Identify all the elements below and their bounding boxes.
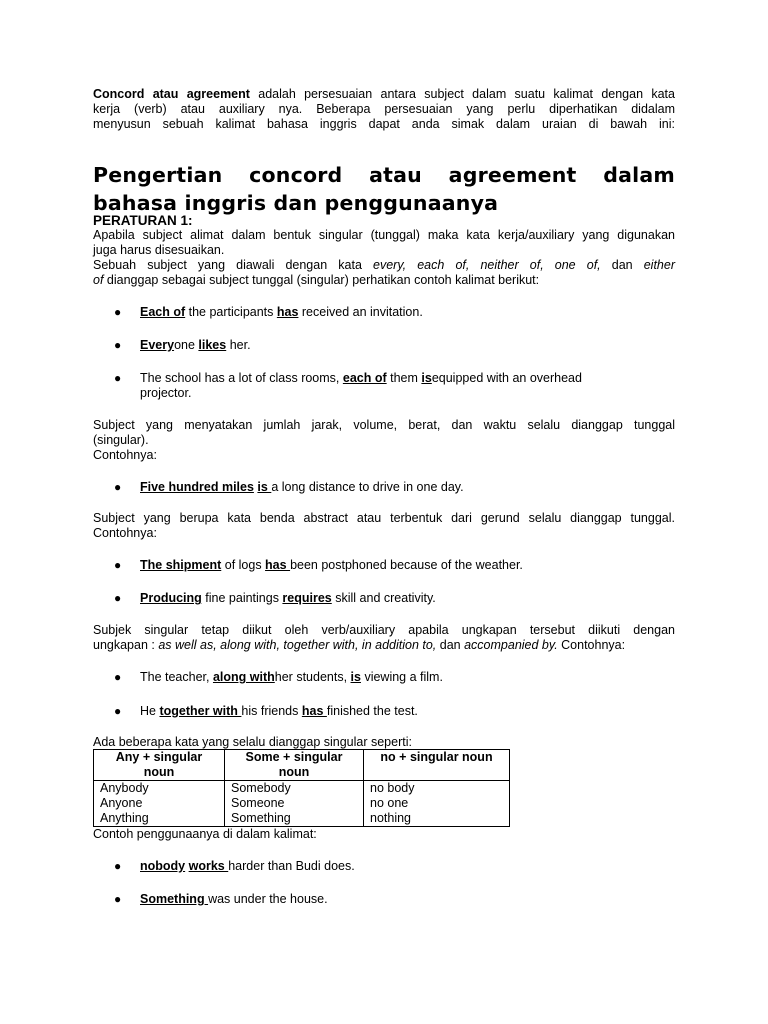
usage-intro: Contoh penggunaanya di dalam kalimat: (93, 827, 317, 841)
abstract-line-2: Contohnya: (93, 526, 157, 540)
rule1-line-3: Sebuah subject yang diawali dengan kata every, each of, neither of, one of, dan either (93, 258, 676, 272)
expression-line-2: ungkapan : as well as, along with, together with, in addition to, dan accompanied by. Contohnya: (93, 638, 626, 652)
bullet-icon: ● (114, 371, 122, 385)
table-row (94, 781, 510, 827)
table-intro: Ada beberapa kata yang selalu dianggap singular seperti: (93, 735, 412, 749)
expression-paragraph (93, 623, 675, 653)
table-cell: Anybody Anyone Anything (94, 781, 225, 827)
abstract-line-1: Subject yang berupa kata benda abstract atau terbentuk dari gerund selalu dianggap tunggal. (93, 511, 675, 525)
rule1-line-4: of dianggap sebagai subject tunggal (singular) perhatikan contoh kalimat berikut: (93, 273, 540, 287)
table-header-cell: no + singular noun (364, 750, 510, 781)
bullet-icon: ● (114, 670, 122, 684)
bullet-icon: ● (114, 480, 122, 494)
intro-line-1: Concord atau agreement adalah persesuaian antara subject dalam suatu kalimat dengan kata (93, 87, 675, 101)
bullet-icon: ● (114, 859, 122, 873)
table-header-row (94, 750, 510, 781)
distance-line-3: Contohnya: (93, 448, 157, 462)
distance-line-1: Subject yang menyatakan jumlah jarak, volume, berat, dan waktu selalu dianggap tunggal (93, 418, 675, 432)
expression-line-1: Subjek singular tetap diikut oleh verb/auxiliary apabila ungkapan tersebut diikuti dengan (93, 623, 675, 637)
abstract-paragraph (93, 511, 675, 541)
rule-heading: PERATURAN 1: (93, 213, 193, 228)
title-line-1: Pengertian concord atau agreement dalam (93, 163, 675, 187)
bullet-icon: ● (114, 591, 122, 605)
rule1-paragraph (93, 228, 675, 288)
bullet-icon: ● (114, 558, 122, 572)
table-header-cell: Some + singular noun (225, 750, 364, 781)
distance-paragraph (93, 418, 675, 463)
singular-words-table (93, 749, 510, 827)
title-line-2: bahasa inggris dan penggunaanya (93, 191, 499, 215)
bullet-icon: ● (114, 704, 122, 718)
rule1-line-2: juga harus disesuaikan. (93, 243, 225, 257)
intro-line-2: kerja (verb) atau auxiliary nya. Beberapa persesuaian yang perlu diperhatikan didalam (93, 102, 675, 116)
intro-lead-term: Concord atau agreement (93, 87, 250, 101)
table-cell: Somebody Someone Something (225, 781, 364, 827)
table-header-cell: Any + singular noun (94, 750, 225, 781)
bullet-icon: ● (114, 892, 122, 906)
rule1-line-1: Apabila subject alimat dalam bentuk singular (tunggal) maka kata kerja/auxiliary yang digunakan (93, 228, 675, 242)
intro-paragraph (93, 87, 675, 132)
bullet-icon: ● (114, 338, 122, 352)
intro-line-3: menyusun sebuah kalimat bahasa inggris dapat anda simak dalam uraian di bawah ini: (93, 117, 675, 131)
table-cell: no body no one nothing (364, 781, 510, 827)
distance-line-2: (singular). (93, 433, 149, 447)
section-title (93, 161, 675, 217)
bullet-icon: ● (114, 305, 122, 319)
document-page: Concord atau agreement adalah persesuaian antara subject dalam suatu kalimat dengan kata kerja (verb) atau auxiliary nya. Beberapa persesuaian yang perlu diperhatikan didalam menyusun sebuah kalimat bahasa inggris dapat anda simak dalam uraian di bawah ini: Pengertian concord atau agreement dalam bahasa inggris dan penggunaanya PERATURAN 1: Apabila subject alimat dalam bentuk singular (tunggal) maka kata kerja/auxiliary yang digunakan juga harus disesuaikan. Sebuah subject yang diawali dengan kata every, each of, neither of, one of, dan either of dianggap sebagai subject tunggal (singular) perhatikan contoh kalimat berikut: ● Each of the participants has received an invitation. ● Everyone likes her. ● The school has a lot of class rooms, each of them isequipped with an overhead projector. Subject yang menyatakan jumlah jarak, volume, berat, dan waktu selalu dianggap tunggal (singular). Contohnya: ● Five hundred miles is a long distance to drive in one day. Subject yang berupa kata benda abstract atau terbentuk dari gerund selalu dianggap tunggal. Contohnya: ● The shipment of logs has been postphoned because of the weather. ● Producing fine paintings requires skill and creativity. Subjek singular tetap diikut oleh verb/auxiliary apabila ungkapan tersebut diikuti dengan ungkapan : as well as, along with, together with, in addition to, dan accompanied by. Contohnya: ● The teacher, along withher students, is viewing a film. ● He together with his friends has finished the test. Ada beberapa kata yang selalu dianggap singular seperti: Any + singular noun Some + singular noun no + singular noun Anybody Anyone Anything Somebody Someone Something no body no one nothing Contoh penggunaanya di dalam kalimat: ● nobody works harder than Budi does. ● Something was under the house. (93, 87, 676, 906)
